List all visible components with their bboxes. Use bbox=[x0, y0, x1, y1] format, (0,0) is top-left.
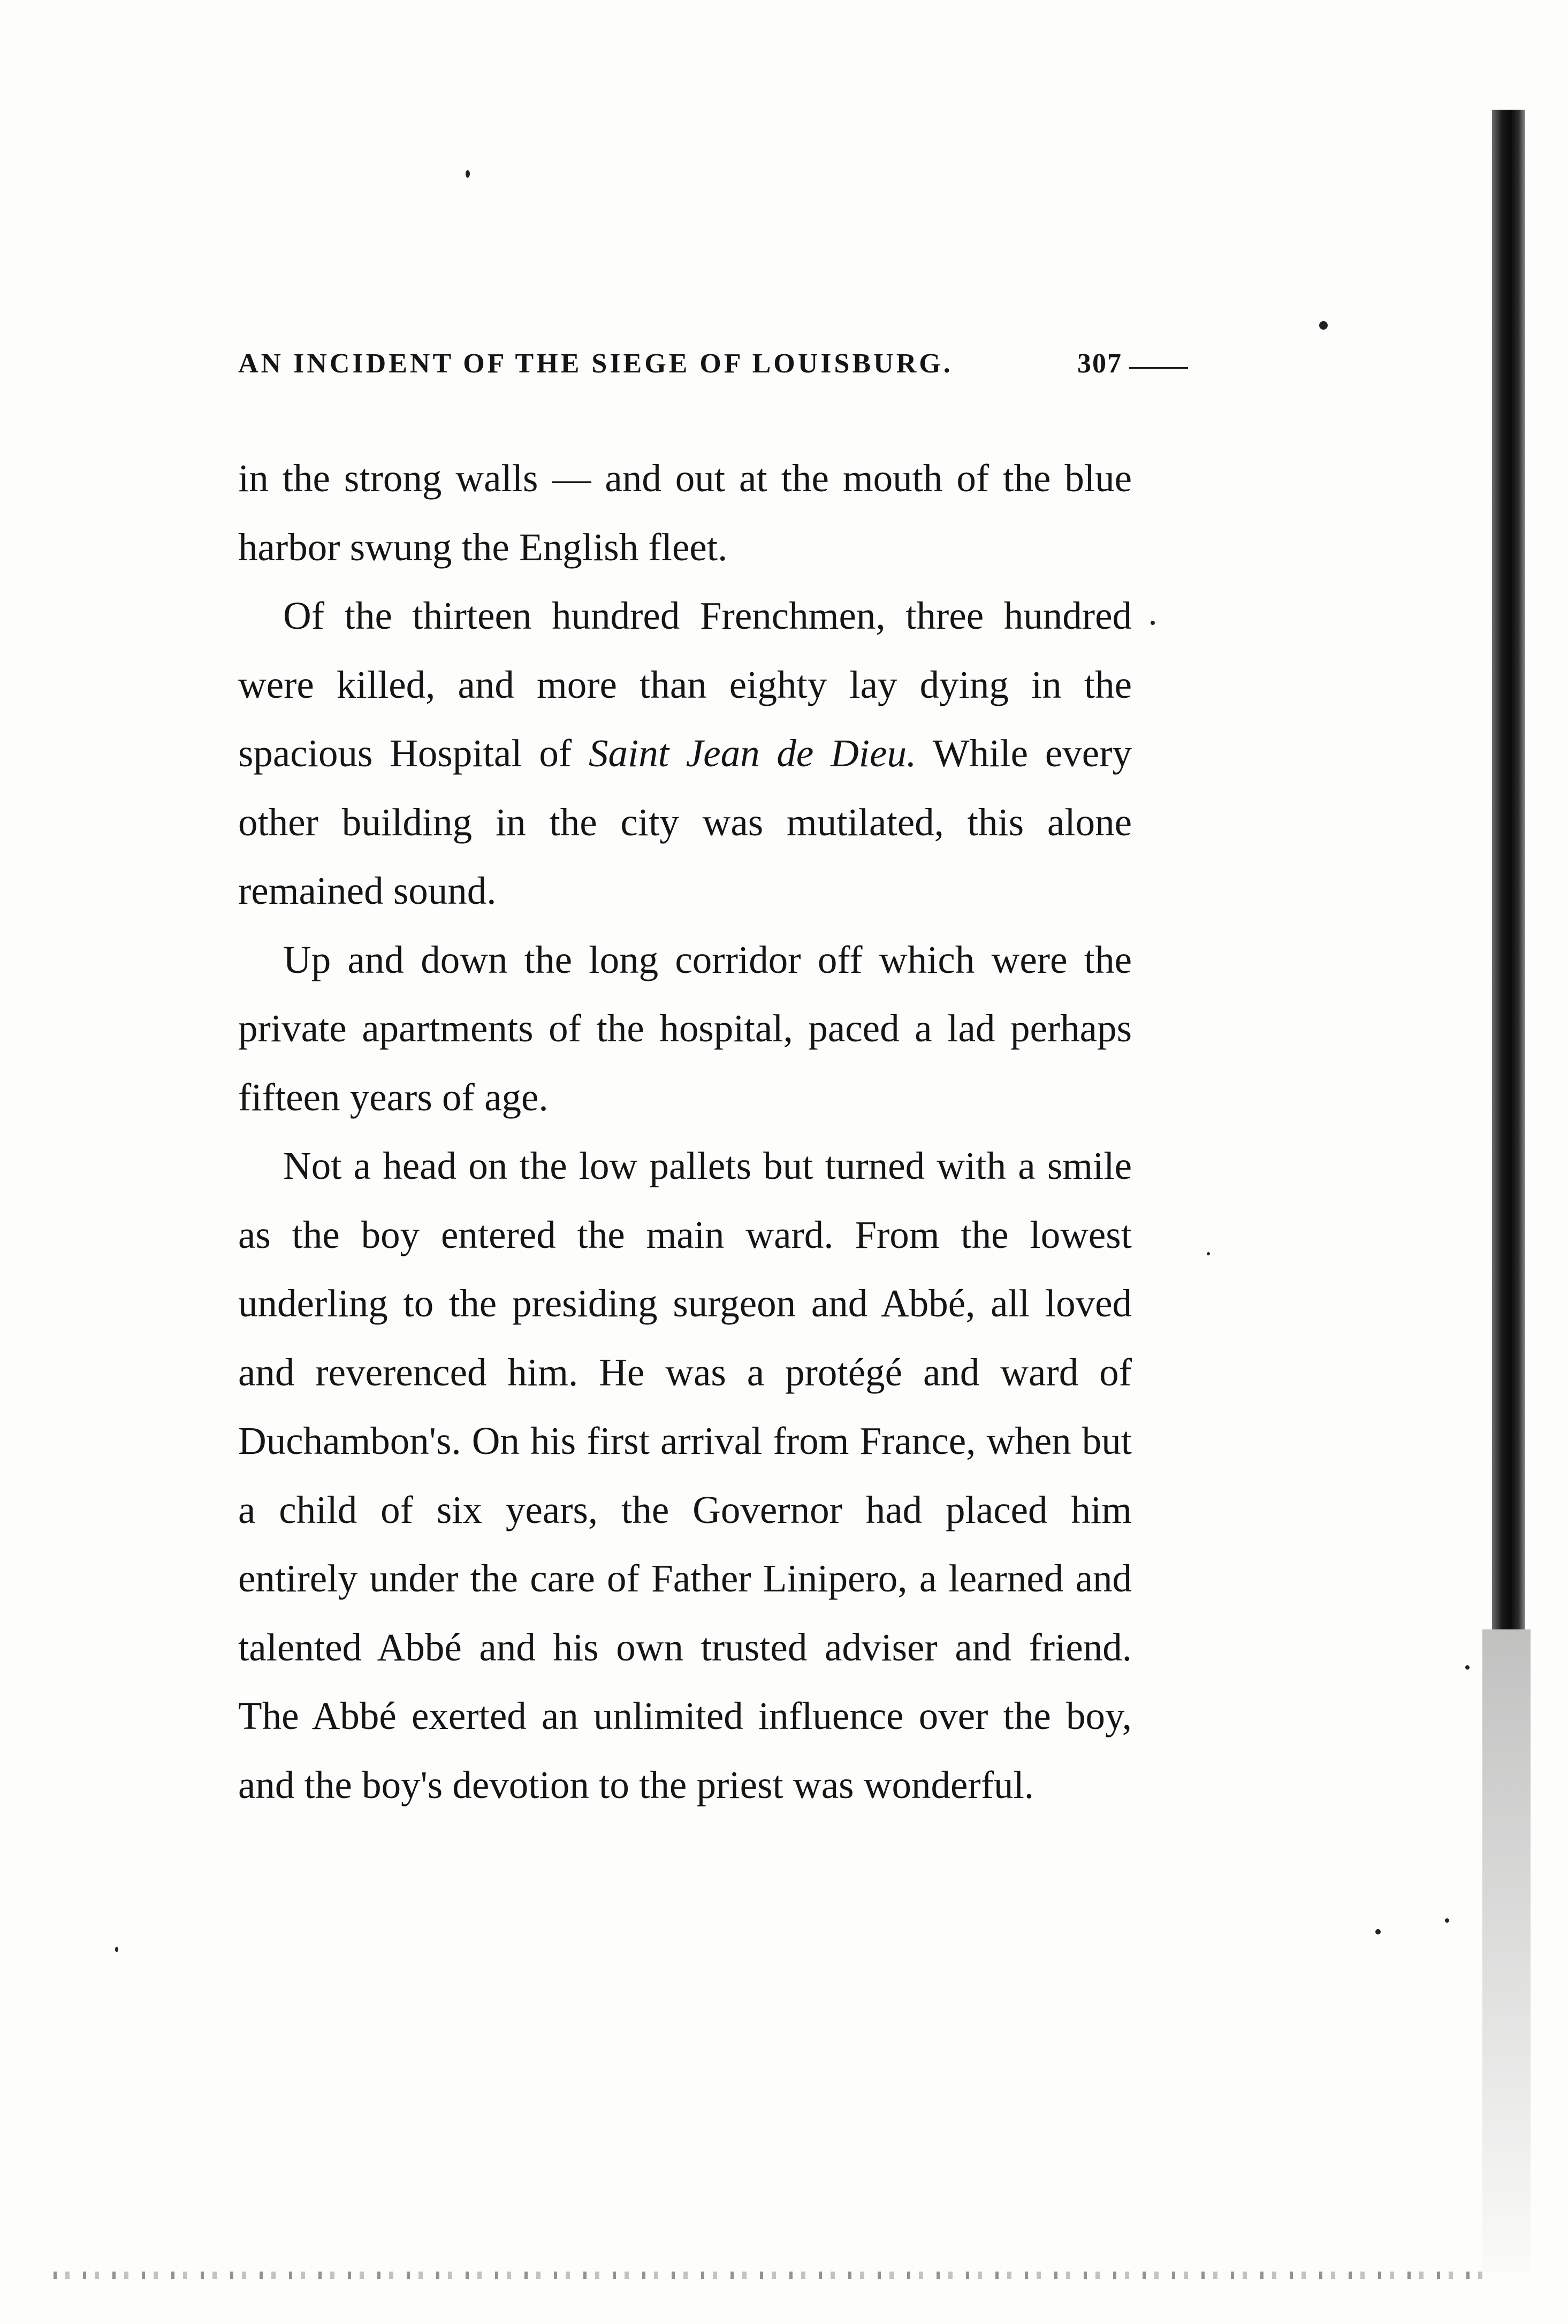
paragraph-3 bbox=[238, 926, 1132, 1132]
scan-speck bbox=[115, 1947, 118, 1952]
running-head bbox=[238, 348, 1148, 391]
scan-speck bbox=[1465, 1665, 1470, 1670]
paragraph-1 bbox=[238, 444, 1132, 582]
running-head-title: AN INCIDENT OF THE SIEGE OF LOUISBURG. bbox=[238, 348, 953, 379]
paragraph-2-segment-1: Of the thirteen hundred Frenchmen, three hundred were killed, and more than eighty lay dying in the spacious Hospital of bbox=[238, 594, 1132, 775]
scan-speck bbox=[1445, 1918, 1449, 1923]
scan-speck bbox=[466, 170, 470, 178]
scan-speck bbox=[1375, 1929, 1381, 1934]
paragraph-2-segment-3: While every other building in the city was mutilated, this alone remained sound. bbox=[238, 732, 1132, 912]
scan-speck bbox=[1207, 1252, 1210, 1255]
paragraph-4-segment-1: Not a head on the low pallets but turned with a smile as the boy entered the main ward. From the lowest underling to the presiding surgeon and Abbé, all loved and reverenced him. He was a protégé and ward of Duchambon's. On his first arrival from France, when but a child of six years, the Governor had placed him entirely under the care of Father Linipero, a learned and talented Abbé and his own trusted adviser and friend. The Abbé exerted an unlimited influence over the boy, and the boy's devotion to the priest was wonderful. bbox=[238, 1144, 1132, 1807]
paragraph-2-italic-place-name: Saint Jean de Dieu. bbox=[588, 732, 917, 775]
paragraph-3-segment-1: Up and down the long corridor off which were the private apartments of the hospital, paced a lad perhaps fifteen years of age. bbox=[238, 938, 1132, 1119]
paragraph-1-segment-1: in the strong walls — and out at the mouth of the blue harbor swung the English fleet. bbox=[238, 456, 1132, 569]
body-text bbox=[238, 444, 1132, 1819]
scan-binding-edge bbox=[1492, 110, 1525, 1629]
scan-edge-shadow bbox=[1482, 1629, 1531, 2272]
scan-speck bbox=[1151, 621, 1155, 625]
running-head-rule bbox=[1129, 367, 1188, 369]
paragraph-2 bbox=[238, 582, 1132, 926]
scan-bottom-noise bbox=[54, 2272, 1488, 2279]
paragraph-4 bbox=[238, 1132, 1132, 1819]
page-number: 307 bbox=[1077, 348, 1122, 379]
scan-speck bbox=[1319, 321, 1328, 330]
